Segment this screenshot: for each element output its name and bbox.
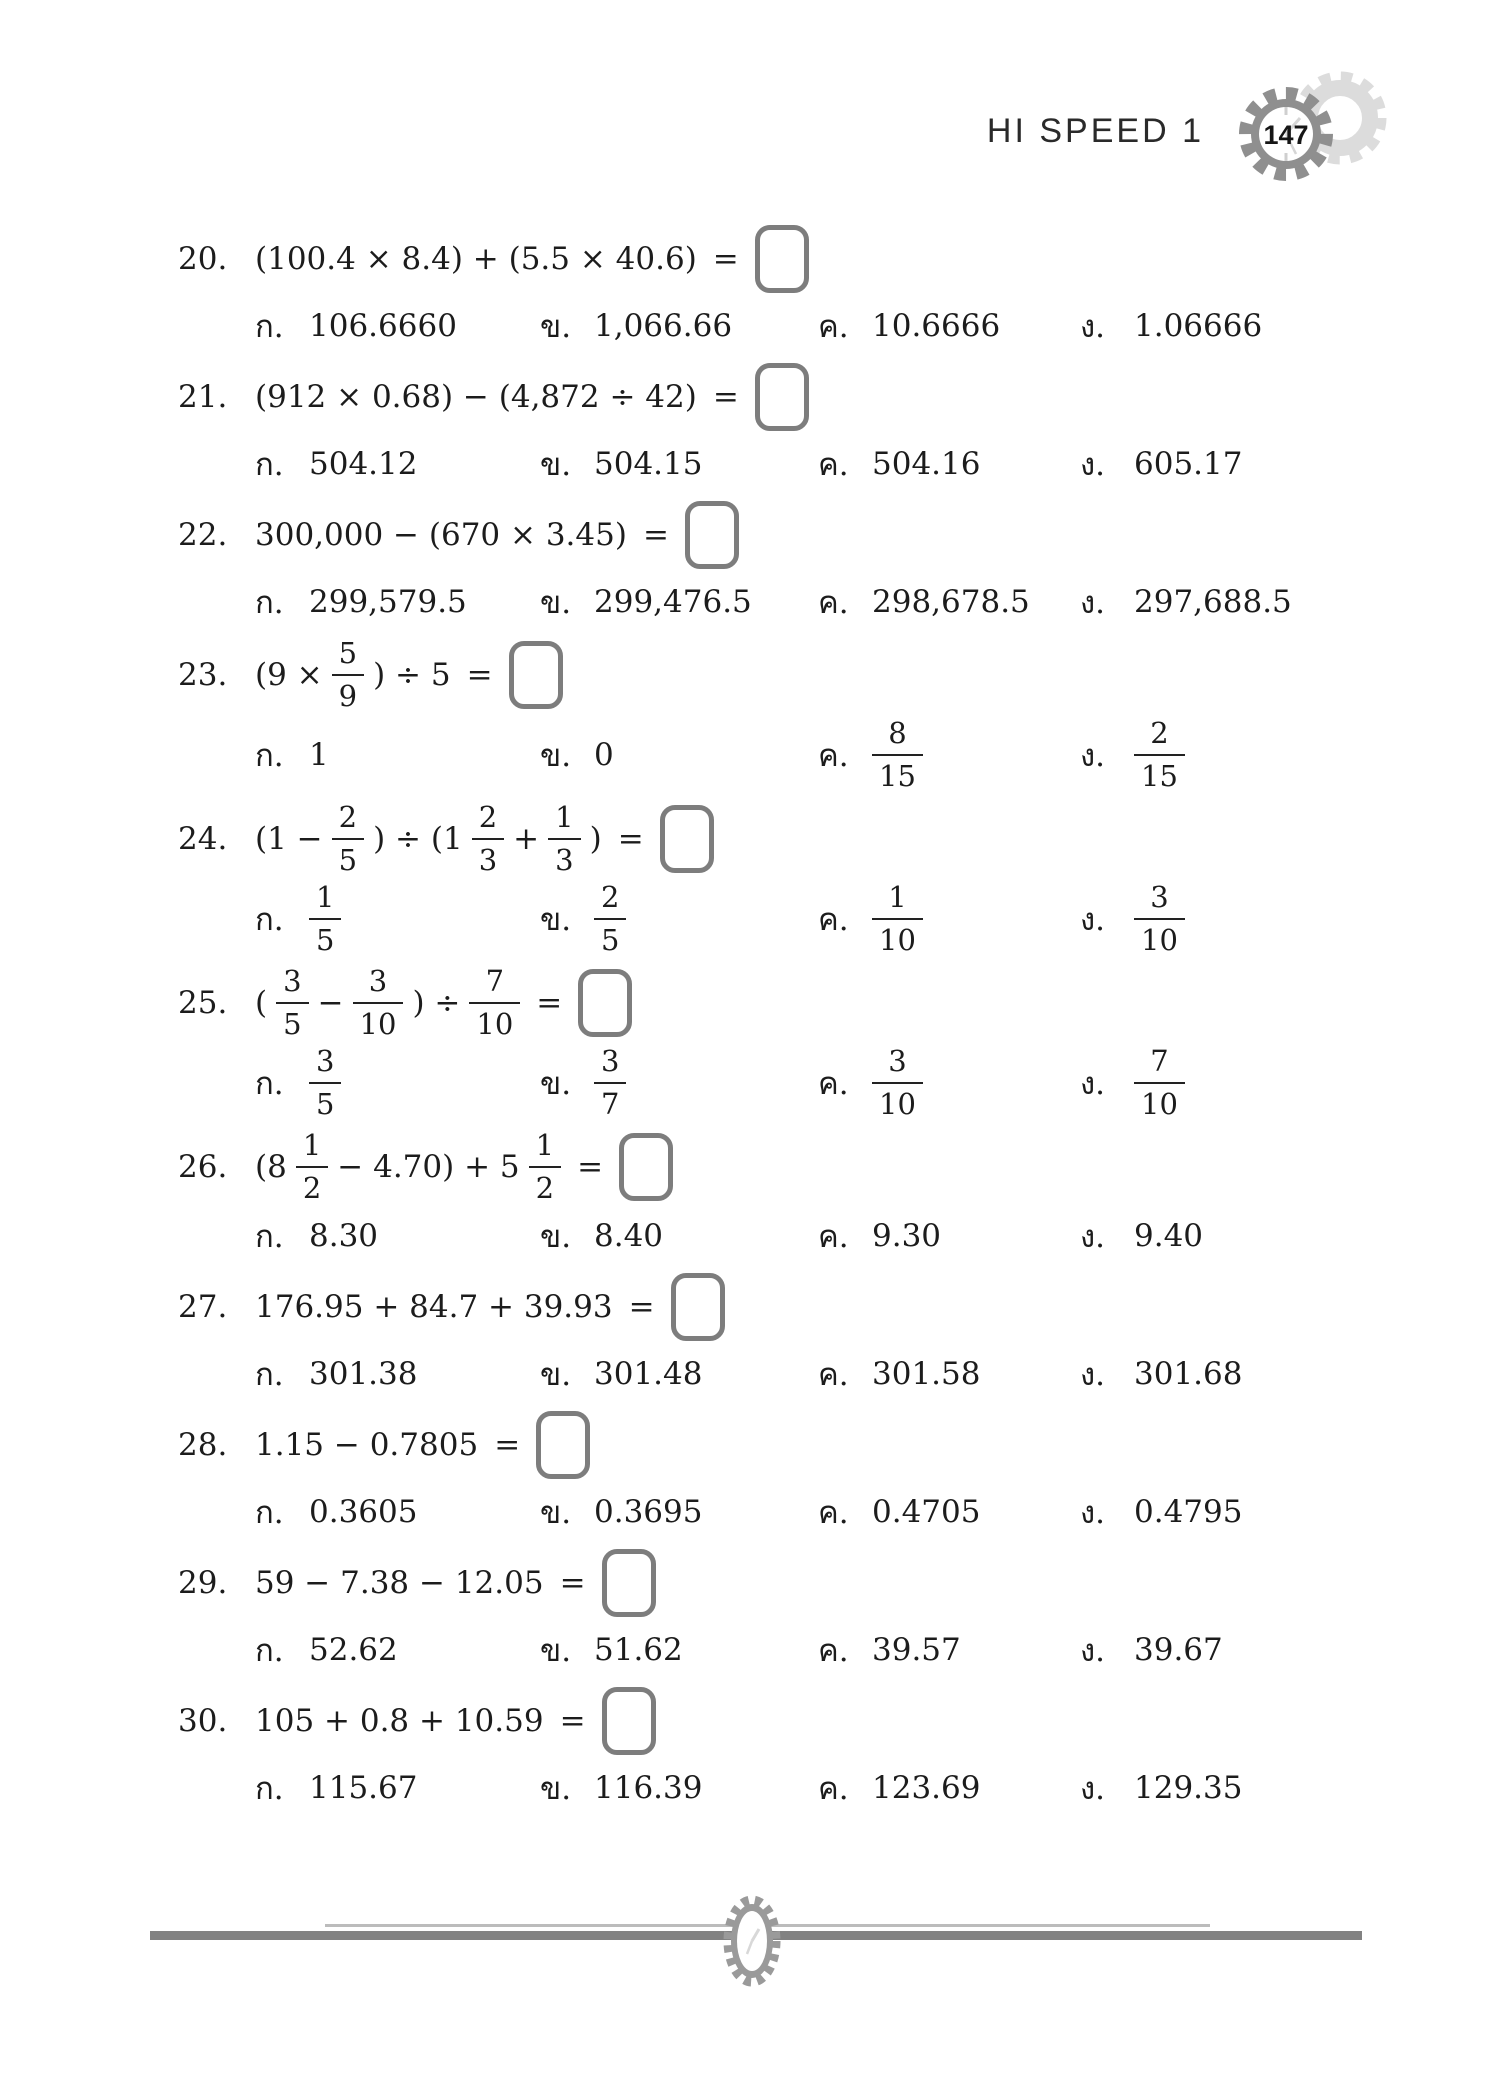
choice-value: 504.16 <box>872 446 981 482</box>
question-line <box>178 800 1454 877</box>
footer-divider <box>0 1900 1504 2010</box>
expression-text: (912 × 0.68) − (4,872 ÷ 42) <box>255 379 697 415</box>
fraction-denominator: 5 <box>309 1082 341 1119</box>
choice-value: 10.6666 <box>872 308 1001 344</box>
choice-label: ข. <box>540 1066 572 1102</box>
fraction-denominator: 10 <box>353 1002 404 1039</box>
expression-text: 176.95 + 84.7 + 39.93 <box>255 1289 613 1325</box>
page-header <box>987 68 1392 194</box>
choice[interactable] <box>255 730 540 780</box>
question-number: 24. <box>178 821 228 857</box>
choice-value: 0.3695 <box>594 1494 703 1530</box>
fraction-numerator: 2 <box>1150 716 1169 750</box>
choice[interactable] <box>1080 1349 1454 1399</box>
choice-label: ก. <box>255 1633 284 1669</box>
fraction-numerator: 2 <box>478 800 498 834</box>
question-expression <box>255 1703 544 1739</box>
choice[interactable] <box>818 439 1080 489</box>
fraction-numerator: 2 <box>601 880 620 914</box>
choice-label: ค. <box>818 309 849 345</box>
fraction-numerator: 3 <box>888 1044 907 1078</box>
fraction-denominator: 2 <box>529 1166 561 1203</box>
question-number: 26. <box>178 1149 228 1185</box>
question-expression <box>255 636 451 713</box>
choice[interactable] <box>818 577 1080 627</box>
question-block <box>178 501 1454 627</box>
choice-value: 1.06666 <box>1134 308 1263 344</box>
expression-text: + <box>513 821 540 857</box>
fraction-numerator: 2 <box>338 800 358 834</box>
equals-sign: = <box>577 1149 604 1185</box>
choice-value: 116.39 <box>594 1770 703 1806</box>
choice-value: 1,066.66 <box>594 308 733 344</box>
fraction-numerator: 1 <box>316 880 335 914</box>
page-title: HI SPEED 1 <box>986 111 1204 150</box>
choice[interactable] <box>818 716 1080 793</box>
question-line <box>178 1549 1454 1617</box>
expression-text: (9 × <box>255 657 323 693</box>
expression-text: (100.4 × 8.4) + (5.5 × 40.6) <box>255 241 697 277</box>
choice[interactable] <box>818 880 1080 957</box>
choice[interactable] <box>818 1211 1080 1261</box>
question-block <box>178 1273 1454 1399</box>
question-line <box>178 1411 1454 1479</box>
questions-list <box>178 225 1454 1825</box>
choice[interactable] <box>540 730 818 780</box>
choice-value: 106.6660 <box>309 308 457 344</box>
answer-box[interactable] <box>536 1411 590 1479</box>
choice-label: ก. <box>255 1771 284 1807</box>
fraction-numerator: 1 <box>888 880 907 914</box>
question-expression <box>255 1427 478 1463</box>
expression-text: − <box>317 985 344 1021</box>
choice-label: ค. <box>818 447 849 483</box>
choice[interactable] <box>1080 880 1454 957</box>
choices-row <box>255 301 1454 351</box>
choice-value: 0 <box>594 737 614 773</box>
choice-label: ค. <box>818 1633 849 1669</box>
expression-text: ) <box>589 821 602 857</box>
choice-label: ข. <box>540 1357 572 1393</box>
choice[interactable] <box>1080 1487 1454 1537</box>
equals-sign: = <box>494 1427 521 1463</box>
fraction <box>872 880 923 957</box>
choice-value: 605.17 <box>1134 446 1243 482</box>
fraction-numerator: 1 <box>535 1128 555 1162</box>
choice-label: ก. <box>255 447 284 483</box>
choice-value: 129.35 <box>1134 1770 1243 1806</box>
question-line <box>178 363 1454 431</box>
choice[interactable] <box>1080 577 1454 627</box>
fraction-denominator: 5 <box>332 838 364 875</box>
fraction-numerator: 3 <box>601 1044 620 1078</box>
answer-box[interactable] <box>602 1549 656 1617</box>
choice-value: 301.48 <box>594 1356 703 1392</box>
choice[interactable] <box>540 577 818 627</box>
answer-box[interactable] <box>660 805 714 873</box>
choice-label: ค. <box>818 902 849 938</box>
choice-value: 39.67 <box>1134 1632 1223 1668</box>
question-number: 21. <box>178 379 228 415</box>
expression-text: 300,000 − (670 × 3.45) <box>255 517 627 553</box>
choice[interactable] <box>540 1763 818 1813</box>
fraction-denominator: 15 <box>872 754 923 791</box>
fraction <box>594 880 626 957</box>
choice[interactable] <box>255 301 540 351</box>
fraction-denominator: 3 <box>548 838 580 875</box>
choice[interactable] <box>1080 716 1454 793</box>
equals-sign: = <box>642 517 669 553</box>
answer-box[interactable] <box>755 225 809 293</box>
fraction-denominator: 10 <box>1134 1082 1185 1119</box>
question-expression <box>255 1289 613 1325</box>
choice-label: ค. <box>818 1357 849 1393</box>
equals-sign: = <box>712 379 739 415</box>
choice-label: ข. <box>540 738 572 774</box>
fraction-numerator: 7 <box>1150 1044 1169 1078</box>
choice-label: ง. <box>1080 902 1105 938</box>
fraction <box>548 800 580 877</box>
choice[interactable] <box>540 880 818 957</box>
fraction-denominator: 10 <box>872 1082 923 1119</box>
choices-row <box>255 1763 1454 1813</box>
fraction-numerator: 1 <box>555 800 574 834</box>
choice[interactable] <box>1080 1763 1454 1813</box>
choice-label: ข. <box>540 309 572 345</box>
fraction <box>332 800 364 877</box>
expression-text: ( <box>255 985 268 1021</box>
expression-text: (8 <box>255 1149 287 1185</box>
question-expression <box>255 964 520 1041</box>
fraction-numerator: 5 <box>338 636 358 670</box>
expression-text: ) ÷ 5 <box>373 657 451 693</box>
choice[interactable] <box>255 880 540 957</box>
choice-value: 0.4795 <box>1134 1494 1243 1530</box>
choice-value: 39.57 <box>872 1632 961 1668</box>
choice-value: 9.30 <box>872 1218 942 1254</box>
expression-text: − 4.70) + 5 <box>337 1149 520 1185</box>
choice[interactable] <box>540 439 818 489</box>
expression-text: 105 + 0.8 + 10.59 <box>255 1703 544 1739</box>
choice-label: ก. <box>255 1219 284 1255</box>
fraction-numerator: 3 <box>1150 880 1169 914</box>
fraction-denominator: 15 <box>1134 754 1185 791</box>
page-number-gear-icon <box>1224 68 1392 194</box>
question-expression <box>255 379 697 415</box>
question-block <box>178 964 1454 1121</box>
answer-box[interactable] <box>509 641 563 709</box>
fraction <box>309 1044 341 1121</box>
answer-box[interactable] <box>685 501 739 569</box>
choice[interactable] <box>818 1625 1080 1675</box>
choice-label: ค. <box>818 738 849 774</box>
choice-label: ก. <box>255 1495 284 1531</box>
fraction <box>276 964 308 1041</box>
question-expression <box>255 1128 561 1205</box>
fraction <box>332 636 364 713</box>
fraction <box>872 716 923 793</box>
choice-value: 297,688.5 <box>1134 584 1292 620</box>
choice-label: ง. <box>1080 1495 1105 1531</box>
choice-label: ค. <box>818 585 849 621</box>
choice-value: 51.62 <box>594 1632 683 1668</box>
question-number: 25. <box>178 985 228 1021</box>
page-number-gear <box>1246 94 1326 174</box>
answer-box[interactable] <box>602 1687 656 1755</box>
fraction-denominator: 5 <box>594 918 626 955</box>
choice-label: ง. <box>1080 1357 1105 1393</box>
fraction-denominator: 5 <box>309 918 341 955</box>
question-expression <box>255 1565 544 1601</box>
choice[interactable] <box>818 1349 1080 1399</box>
answer-box[interactable] <box>671 1273 725 1341</box>
question-line <box>178 1128 1454 1205</box>
question-block <box>178 1128 1454 1261</box>
question-line <box>178 501 1454 569</box>
choice-value: 298,678.5 <box>872 584 1030 620</box>
expression-text: ) ÷ (1 <box>373 821 463 857</box>
expression-text: ) ÷ <box>412 985 461 1021</box>
question-number: 27. <box>178 1289 228 1325</box>
choice-value: 52.62 <box>309 1632 398 1668</box>
question-block <box>178 1549 1454 1675</box>
choice-label: ง. <box>1080 738 1105 774</box>
choice[interactable] <box>1080 1625 1454 1675</box>
choice-label: ข. <box>540 1633 572 1669</box>
choice-label: ง. <box>1080 309 1105 345</box>
choice[interactable] <box>818 301 1080 351</box>
choice-value: 123.69 <box>872 1770 981 1806</box>
choices-row <box>255 1487 1454 1537</box>
fraction-denominator: 10 <box>1134 918 1185 955</box>
choice-label: ข. <box>540 1219 572 1255</box>
fraction-numerator: 1 <box>302 1128 322 1162</box>
choice-label: ง. <box>1080 1633 1105 1669</box>
choice[interactable] <box>540 1349 818 1399</box>
choice[interactable] <box>818 1487 1080 1537</box>
answer-box[interactable] <box>578 969 632 1037</box>
question-line <box>178 636 1454 713</box>
choices-row <box>255 439 1454 489</box>
choice-label: ข. <box>540 1495 572 1531</box>
fraction <box>1134 880 1185 957</box>
expression-text: 1.15 − 0.7805 <box>255 1427 479 1463</box>
fraction-denominator: 9 <box>332 674 364 711</box>
choices-row <box>255 1625 1454 1675</box>
fraction-denominator: 7 <box>594 1082 626 1119</box>
choice-label: ก. <box>255 1066 284 1102</box>
choice[interactable] <box>255 1625 540 1675</box>
fraction <box>309 880 341 957</box>
question-block <box>178 363 1454 489</box>
question-number: 22. <box>178 517 228 553</box>
choice[interactable] <box>255 1487 540 1537</box>
choice-label: ง. <box>1080 1219 1105 1255</box>
question-number: 30. <box>178 1703 228 1739</box>
question-number: 28. <box>178 1427 228 1463</box>
choice-value: 8.30 <box>309 1218 379 1254</box>
choices-row <box>255 1211 1454 1261</box>
page-number: 147 <box>1263 120 1309 150</box>
choice[interactable] <box>540 1211 818 1261</box>
choice-value: 301.38 <box>309 1356 418 1392</box>
choice-value: 301.58 <box>872 1356 981 1392</box>
question-line <box>178 964 1454 1041</box>
choice[interactable] <box>540 1044 818 1121</box>
fraction <box>594 1044 626 1121</box>
choice[interactable] <box>1080 1044 1454 1121</box>
choice-value: 8.40 <box>594 1218 664 1254</box>
choices-row <box>255 577 1454 627</box>
equals-sign: = <box>559 1703 586 1739</box>
choice-label: ข. <box>540 447 572 483</box>
question-block <box>178 225 1454 351</box>
choice-label: ค. <box>818 1219 849 1255</box>
fraction-denominator: 2 <box>296 1166 328 1203</box>
question-expression <box>255 517 627 553</box>
choice[interactable] <box>540 1625 818 1675</box>
footer-clock-gear-icon <box>717 1886 787 1996</box>
fraction-denominator: 10 <box>469 1002 520 1039</box>
choice[interactable] <box>255 1211 540 1261</box>
choice[interactable] <box>255 1044 540 1121</box>
equals-sign: = <box>559 1565 586 1601</box>
choices-row <box>255 716 1454 793</box>
question-block <box>178 800 1454 957</box>
fraction <box>469 964 520 1041</box>
fraction <box>872 1044 923 1121</box>
choice-value: 299,476.5 <box>594 584 752 620</box>
fraction-denominator: 5 <box>276 1002 308 1039</box>
question-number: 29. <box>178 1565 228 1601</box>
question-expression <box>255 800 602 877</box>
choice-value: 504.12 <box>309 446 418 482</box>
equals-sign: = <box>712 241 739 277</box>
question-block <box>178 1411 1454 1537</box>
choice-label: ก. <box>255 738 284 774</box>
equals-sign: = <box>628 1289 655 1325</box>
fraction-numerator: 8 <box>888 716 907 750</box>
equals-sign: = <box>617 821 644 857</box>
choice-label: ก. <box>255 1357 284 1393</box>
choice-label: ง. <box>1080 585 1105 621</box>
expression-text: (1 − <box>255 821 323 857</box>
choice[interactable] <box>255 577 540 627</box>
choice[interactable] <box>540 301 818 351</box>
question-number: 23. <box>178 657 228 693</box>
expression-text: 59 − 7.38 − 12.05 <box>255 1565 544 1601</box>
choice-value: 0.4705 <box>872 1494 981 1530</box>
choices-row <box>255 1044 1454 1121</box>
choice-value: 299,579.5 <box>309 584 467 620</box>
answer-box[interactable] <box>619 1133 673 1201</box>
choice-value: 1 <box>309 737 329 773</box>
choice-label: ค. <box>818 1495 849 1531</box>
choice[interactable] <box>255 1763 540 1813</box>
choices-row <box>255 880 1454 957</box>
fraction <box>1134 1044 1185 1121</box>
choice-label: ก. <box>255 309 284 345</box>
fraction <box>472 800 504 877</box>
choice-value: 9.40 <box>1134 1218 1204 1254</box>
choice[interactable] <box>818 1763 1080 1813</box>
choice-label: ก. <box>255 902 284 938</box>
choice-label: ค. <box>818 1771 849 1807</box>
fraction <box>296 1128 328 1205</box>
choice-label: ง. <box>1080 447 1105 483</box>
fraction-numerator: 3 <box>283 964 302 998</box>
choice[interactable] <box>1080 301 1454 351</box>
choice-value: 504.15 <box>594 446 703 482</box>
equals-sign: = <box>466 657 493 693</box>
choice[interactable] <box>255 1349 540 1399</box>
choice-label: ข. <box>540 902 572 938</box>
fraction-numerator: 3 <box>368 964 388 998</box>
fraction-numerator: 7 <box>485 964 505 998</box>
choice[interactable] <box>540 1487 818 1537</box>
question-line <box>178 1273 1454 1341</box>
fraction-denominator: 10 <box>872 918 923 955</box>
choice[interactable] <box>1080 439 1454 489</box>
fraction-numerator: 3 <box>316 1044 335 1078</box>
choice-value: 301.68 <box>1134 1356 1243 1392</box>
fraction <box>353 964 404 1041</box>
choice-value: 115.67 <box>309 1770 418 1806</box>
choice[interactable] <box>255 439 540 489</box>
question-expression <box>255 241 697 277</box>
choice-value: 0.3605 <box>309 1494 418 1530</box>
fraction <box>1134 716 1185 793</box>
choice-label: ก. <box>255 585 284 621</box>
question-number: 20. <box>178 241 228 277</box>
fraction-denominator: 3 <box>472 838 504 875</box>
choice-label: ข. <box>540 585 572 621</box>
choice-label: ข. <box>540 1771 572 1807</box>
choice[interactable] <box>1080 1211 1454 1261</box>
equals-sign: = <box>536 985 563 1021</box>
choice-label: ค. <box>818 1066 849 1102</box>
question-line <box>178 1687 1454 1755</box>
choices-row <box>255 1349 1454 1399</box>
answer-box[interactable] <box>755 363 809 431</box>
question-block <box>178 1687 1454 1813</box>
fraction <box>529 1128 561 1205</box>
question-line <box>178 225 1454 293</box>
question-block <box>178 636 1454 793</box>
choice-label: ง. <box>1080 1066 1105 1102</box>
choice-label: ง. <box>1080 1771 1105 1807</box>
choice[interactable] <box>818 1044 1080 1121</box>
